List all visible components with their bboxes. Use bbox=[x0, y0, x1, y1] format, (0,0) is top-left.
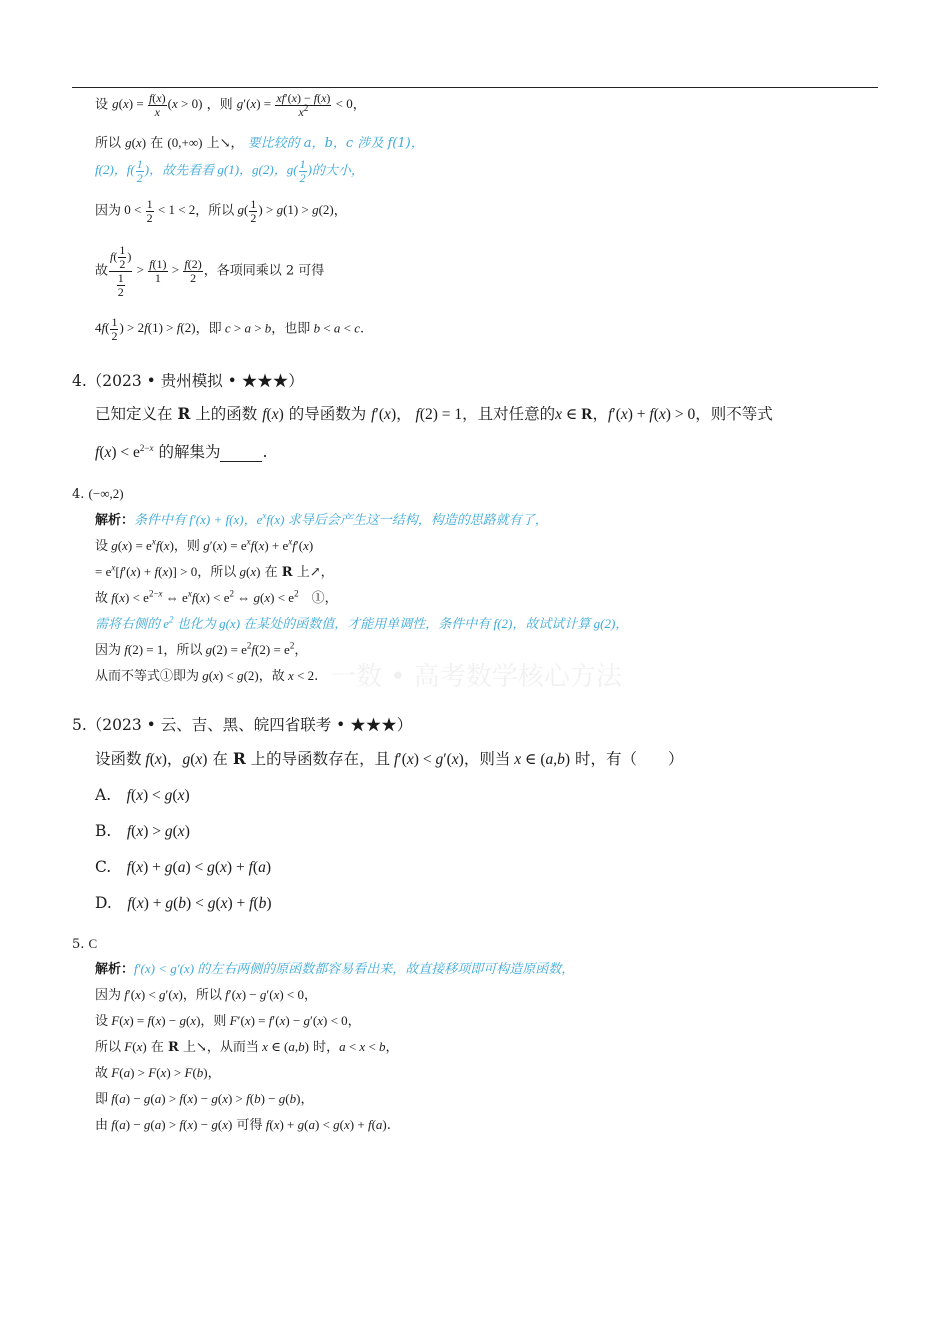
s4-hint-2: 需将右侧的 $e^2$ 也化为 g(x) 在某处的函数值，才能用单调性，条件中有 f(2)，故试试计算 g(2)， bbox=[95, 614, 629, 632]
s3-line-1: 设 g(x) = $\frac{f(x)}{x}$ (x > 0) ，则 g′(x) = $\frac{xf'(x) - f(x)}{x^2}$ < 0， bbox=[95, 91, 366, 119]
s5-line-6: 即 f(a) − g(a) > f(x) − g(x) > f(b) − g(b)， bbox=[95, 1091, 314, 1107]
p5-option-b[interactable]: B. f(x) > g(x) bbox=[95, 822, 190, 840]
p5-header: 5.（2023 • 云、吉、黑、皖四省联考 • ★★★） bbox=[72, 716, 413, 734]
answer-blank bbox=[220, 447, 262, 462]
s5-line-2: 因为 f′(x) < g′(x)，所以 f′(x) − g′(x) < 0， bbox=[95, 987, 318, 1003]
p4-text-1: 已知定义在 R 上的函数 f(x) 的导函数为 f′(x)， f(2) = 1，且对任意的x ∈ R，f′(x) + f(x) > 0，则不等式 bbox=[95, 404, 773, 423]
s3-line-4: 因为 0 < $\frac{1}{2}$ < 1 < 2，所以 g( $\frac{1}{2}$ ) > g(1) > g(2)， bbox=[95, 197, 347, 225]
p5-text: 设函数 f(x)，g(x) 在 R 上的导函数存在，且 f′(x) < g′(x)，则当 x ∈ (a,b) 时，有（ ） bbox=[95, 749, 684, 768]
p4-header: 4.（2023 • 贵州模拟 • ★★★） bbox=[72, 372, 304, 390]
s3-line-6: 4f( $\frac{1}{2}$ ) > 2f(1) > f(2)，即 c > a > b，也即 b < a < c. bbox=[95, 315, 365, 343]
p5-option-c[interactable]: C. f(x) + g(a) < g(x) + f(a) bbox=[95, 858, 271, 876]
header-rule bbox=[72, 87, 878, 88]
p5-option-a[interactable]: A. f(x) < g(x) bbox=[95, 786, 190, 804]
s4-line-3: = $e^x[f'(x) + f(x)] > 0$，所以 g(x) 在 R 上↗， bbox=[95, 562, 334, 580]
p4-text-2: $f(x) < e^{2-x}$ 的解集为 . bbox=[95, 442, 268, 461]
s4-answer: 4. (−∞,2) bbox=[72, 486, 124, 502]
s3-line-3-hint: f(2)，f( $\frac{1}{2}$ )，故先看看 g(1)，g(2)，g( $\frac{1}{2}$ )的大小， bbox=[95, 157, 364, 185]
s5-answer: 5. C bbox=[72, 936, 98, 952]
s4-line-7: 从而不等式①即为 g(x) < g(2)，故 x < 2. bbox=[95, 668, 319, 684]
s4-line-2: 设 $g(x) = e^xf(x)$，则 $g'(x) = e^xf(x) + e^xf'(x)$ bbox=[95, 536, 314, 554]
s5-line-3: 设 F(x) = f(x) − g(x)，则 F′(x) = f′(x) − g′(x) < 0， bbox=[95, 1013, 361, 1029]
s4-line-6: 因为 f(2) = 1，所以 $g(2) = e^2f(2) = e^2$， bbox=[95, 640, 308, 658]
s4-line-4: 故 $f(x) < e^{2-x}$ ⇔ $e^xf(x) < e^2$ ⇔ $g(x) < e^2$ ①， bbox=[95, 588, 338, 606]
s3-line-2: 所以 g(x) 在 (0,+∞) 上↘， 要比较的 a，b，c 涉及 f(1)， bbox=[95, 135, 424, 151]
watermark: 一数 • 高考数学核心方法 bbox=[330, 662, 622, 692]
p5-option-d[interactable]: D. f(x) + g(b) < g(x) + f(b) bbox=[95, 894, 272, 912]
s3-line-5: 故 f( $\frac{1}{2}$ ) $\frac{1}{2}$ > $\frac{f(1)}{1}$ > $\frac{f(2)}{2}$ ，各项同乘以 2 可得 bbox=[95, 243, 325, 299]
s4-hint-1: 解析：条件中有 f′(x) + f(x)，$e^xf(x)$ 求导后会产生这一结构，构造的思路就有了， bbox=[95, 510, 548, 528]
s5-line-4: 所以 F(x) 在 R 上↘，从而当 x ∈ (a,b) 时，a < x < b， bbox=[95, 1039, 399, 1055]
s5-line-5: 故 F(a) > F(x) > F(b)， bbox=[95, 1065, 221, 1081]
s5-hint: 解析：f′(x) < g′(x) 的左右两侧的原函数都容易看出来，故直接移项即可构造原函数， bbox=[95, 961, 575, 977]
s5-line-7: 由 f(a) − g(a) > f(x) − g(x) 可得 f(x) + g(a) < g(x) + f(a). bbox=[95, 1117, 391, 1133]
